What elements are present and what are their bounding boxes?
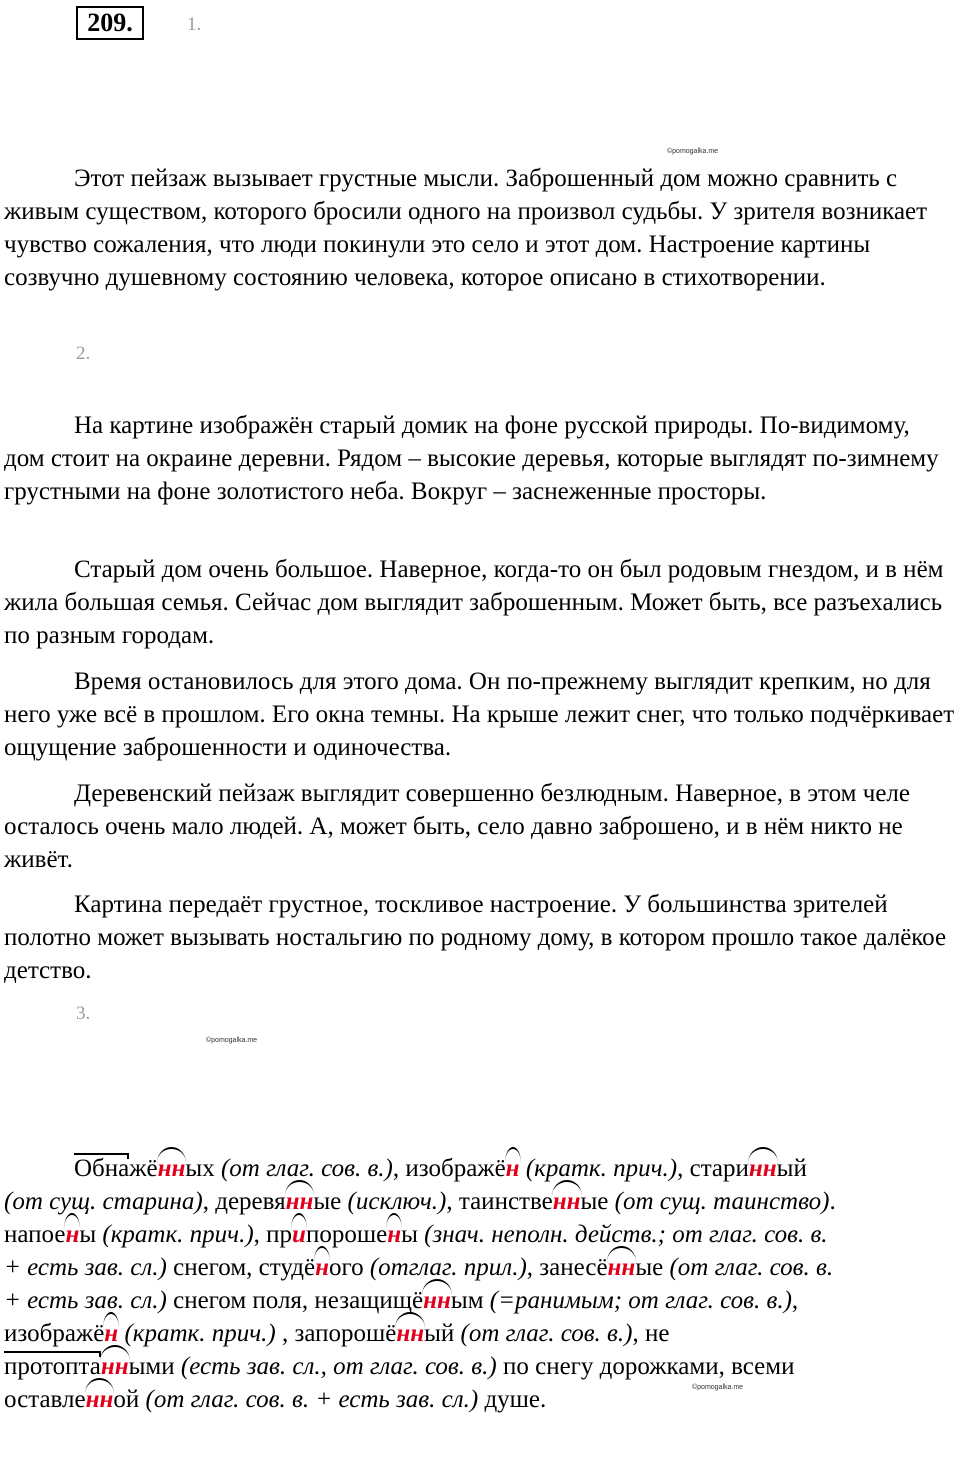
- text-fragment: .: [829, 1188, 836, 1215]
- grammar-note: (от сущ. старина): [4, 1188, 203, 1215]
- grammar-note: (от глаг. сов. в. + есть зав. сл.): [145, 1386, 479, 1413]
- grammar-note: + есть зав. сл.): [4, 1254, 167, 1281]
- text-fragment: напое: [4, 1221, 66, 1248]
- text-fragment: оставле: [4, 1386, 86, 1413]
- text-fragment: ым: [450, 1287, 490, 1314]
- grammar-note: (есть зав. сл., от глаг. сов. в.): [180, 1353, 497, 1380]
- analysis-line: [4, 1317, 956, 1350]
- section-number-3: 3.: [76, 1003, 91, 1024]
- text-fragment: снегом поля, незащищё: [166, 1287, 424, 1314]
- text-fragment: , деревя: [202, 1188, 286, 1215]
- text-fragment: по снегу дорожками, всеми: [496, 1353, 795, 1380]
- section-number-1: 1.: [187, 14, 202, 35]
- section2-paragraph-3: Время остановилось для этого дома. Он по-прежнему выглядит крепким, но для него уже всё в прошлом. Его окна темны. На крыше лежит снег, что только подчёркивает ощущение заброшенности и одиночества.: [4, 668, 955, 761]
- grammar-note: (кратк. прич.): [525, 1155, 678, 1182]
- section2-paragraph-4: Деревенский пейзаж выглядит совершенно безлюдным. Наверное, в этом челе осталось очень мало людей. А, может быть, село давно заброшено, и в нём никто не живёт.: [4, 780, 910, 873]
- analysis-line: [4, 1284, 956, 1317]
- grammar-note: (исключ.): [347, 1188, 447, 1215]
- suffix-highlight: нн: [396, 1320, 425, 1347]
- section2-paragraph-2: Старый дом очень большое. Наверное, когда-то он был родовым гнездом, и в нём жила большая семья. Сейчас дом выглядит заброшенным. Может быть, все разъехались по разным городам.: [4, 556, 944, 649]
- text-fragment: , изображё: [392, 1155, 506, 1182]
- text-fragment: ы: [401, 1221, 425, 1248]
- text-fragment: душе.: [478, 1386, 547, 1413]
- suffix-highlight: нн: [607, 1254, 636, 1281]
- suffix-highlight: н: [315, 1254, 329, 1281]
- grammar-note: (от глаг. сов. в.): [220, 1155, 393, 1182]
- grammar-note: (знач. неполн. действ.; от глаг. сов. в.: [424, 1221, 828, 1248]
- text-fragment: ой: [113, 1386, 146, 1413]
- grammar-note: (=ранимым; от глаг. сов. в.): [489, 1287, 792, 1314]
- text-fragment: ого: [328, 1254, 370, 1281]
- text-fragment: пороше: [305, 1221, 388, 1248]
- analysis-line: [4, 1251, 956, 1284]
- analysis-line: [4, 1218, 956, 1251]
- text-fragment: ый: [776, 1155, 807, 1182]
- text-fragment: снегом, студё: [166, 1254, 316, 1281]
- suffix-highlight: нн: [285, 1188, 314, 1215]
- text-fragment: ый: [424, 1320, 461, 1347]
- text-fragment: , стари: [677, 1155, 749, 1182]
- grammar-note: (кратк. прич.): [124, 1320, 276, 1347]
- text-fragment: ые: [580, 1188, 615, 1215]
- section2-paragraph-5: Картина передаёт грустное, тоскливое настроение. У большинства зрителей полотно может вызывать ностальгию по родному дому, в котором прошло такое далёкое детство.: [4, 891, 947, 984]
- grammar-note: (кратк. прич.): [102, 1221, 254, 1248]
- suffix-highlight: нн: [85, 1386, 114, 1413]
- text-fragment: изображё: [4, 1320, 105, 1347]
- grammar-note: (от глаг. сов. в.: [669, 1254, 834, 1281]
- section1-paragraph: Этот пейзаж вызывает грустные мысли. Заброшенный дом можно сравнить с живым существом, которого бросили одного на произвол судьбы. У зрителя возникает чувство сожаления, что люди покинули это село и этот дом. Настроение картины созвучно душевному состоянию человека, которое описано в стихотворении.: [4, 165, 928, 291]
- section2-paragraph-1: На картине изображён старый домик на фоне русской природы. По-видимому, дом стоит на окраине деревни. Рядом – высокие деревья, которые выглядят по-зимнему грустными на фоне золотистого неба. Вокруг – заснеженные просторы.: [4, 412, 939, 505]
- suffix-highlight: н: [104, 1320, 119, 1347]
- text-fragment: , пр: [253, 1221, 293, 1248]
- grammar-note: (от сущ. таинство): [614, 1188, 830, 1215]
- text-fragment: ые: [635, 1254, 670, 1281]
- prefix-mark: Обна: [74, 1155, 130, 1182]
- analysis-line: [4, 1383, 956, 1416]
- watermark-2: ©pomogalka.me: [206, 1037, 258, 1044]
- text-fragment: , таинстве: [446, 1188, 553, 1215]
- text-fragment: жё: [129, 1155, 158, 1182]
- text-fragment: ых: [185, 1155, 221, 1182]
- suffix-highlight: нн: [423, 1287, 451, 1314]
- watermark-3: ©pomogalka.me: [692, 1384, 744, 1391]
- section-number-2: 2.: [76, 343, 91, 364]
- suffix-highlight: н: [65, 1221, 80, 1248]
- text-fragment: ,: [791, 1287, 799, 1314]
- text-fragment: ы: [79, 1221, 103, 1248]
- suffix-highlight: н: [387, 1221, 402, 1248]
- grammar-note: (от глаг. сов. в.): [460, 1320, 633, 1347]
- watermark: ©pomogalka.me: [667, 148, 719, 155]
- analysis-line: [4, 1185, 956, 1218]
- text-fragment: ыми: [128, 1353, 181, 1380]
- prefix-mark: протопта: [4, 1353, 101, 1380]
- grammar-note: (отглаг. прил.): [369, 1254, 527, 1281]
- text-fragment: , занесё: [526, 1254, 608, 1281]
- analysis-line: [4, 1152, 956, 1185]
- text-fragment: , запорошё: [275, 1320, 397, 1347]
- text-fragment: , не: [632, 1320, 670, 1347]
- suffix-highlight: и: [292, 1221, 306, 1248]
- task-number: 209.: [76, 6, 144, 40]
- suffix-highlight: нн: [552, 1188, 581, 1215]
- grammar-note: + есть зав. сл.): [4, 1287, 167, 1314]
- text-fragment: ые: [313, 1188, 348, 1215]
- suffix-highlight: нн: [748, 1155, 777, 1182]
- suffix-highlight: нн: [100, 1353, 129, 1380]
- analysis-line: [4, 1350, 956, 1383]
- suffix-highlight: нн: [157, 1155, 186, 1182]
- section3-analysis: [4, 1152, 956, 1416]
- suffix-highlight: н: [505, 1155, 520, 1182]
